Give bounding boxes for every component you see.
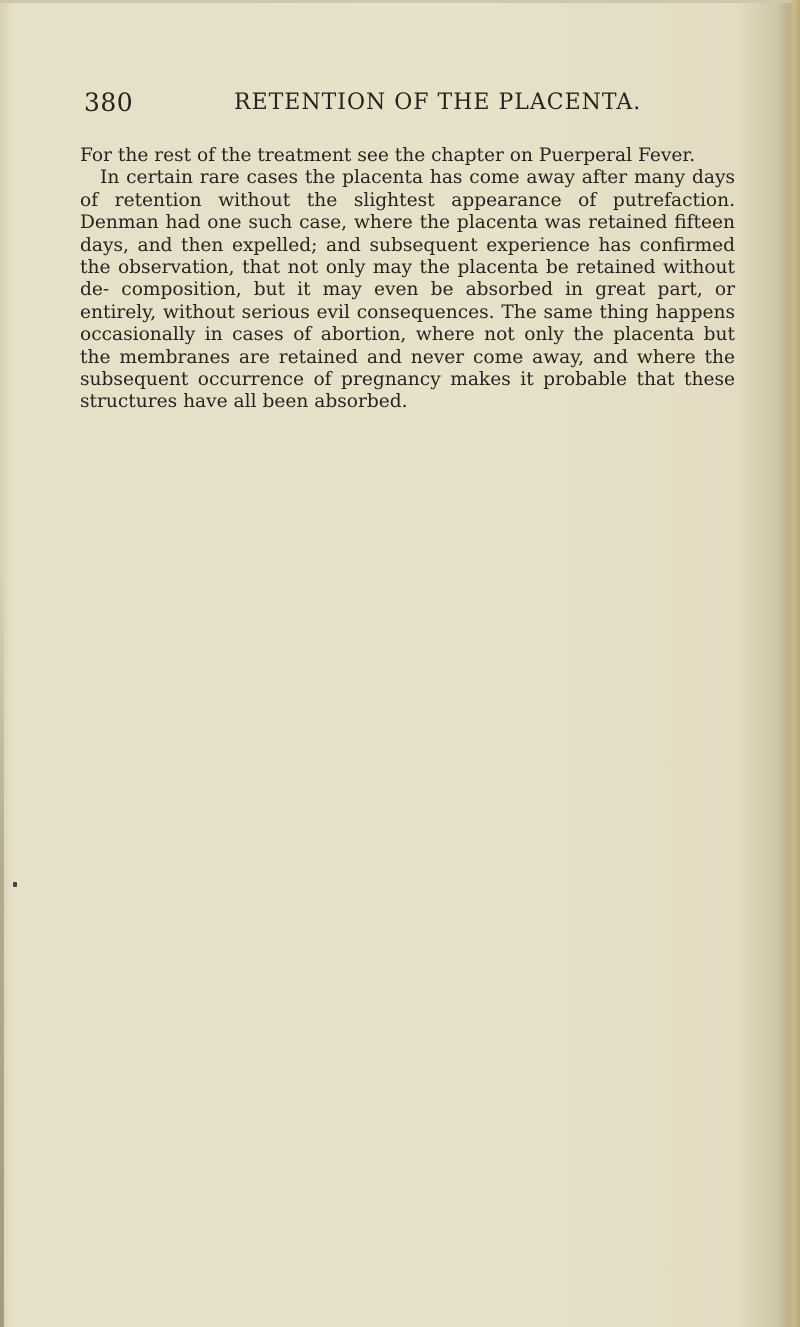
paragraph-2: In certain rare cases the placenta has come away after many days of retention without the slightest appearance of putrefaction. Denman had one such case, where the placenta was retained fifteen days, and then expelled; and subsequent experience has confirmed the observation, that not only may the placenta be retained without de- composition, but it may even be absorbed in great part, or entirely, without serious evil consequences. The same thing happens occasionally in cases of abortion, where not only the placenta but the membranes are retained and never come away, and where the subsequent occurrence of pregnancy makes it probable that these structures have all been absorbed.: [80, 167, 735, 413]
page-left-edge: [0, 560, 4, 1327]
page-header: [84, 86, 744, 120]
body-text: [80, 145, 735, 414]
page-right-edge: [788, 0, 800, 1327]
paragraph-1: For the rest of the treatment see the chapter on Puerperal Fever.: [80, 145, 696, 166]
running-title: RETENTION OF THE PLACENTA.: [234, 90, 642, 115]
ink-speck: [13, 882, 17, 887]
page-top-edge: [0, 0, 800, 3]
page-number: 380: [84, 88, 134, 117]
